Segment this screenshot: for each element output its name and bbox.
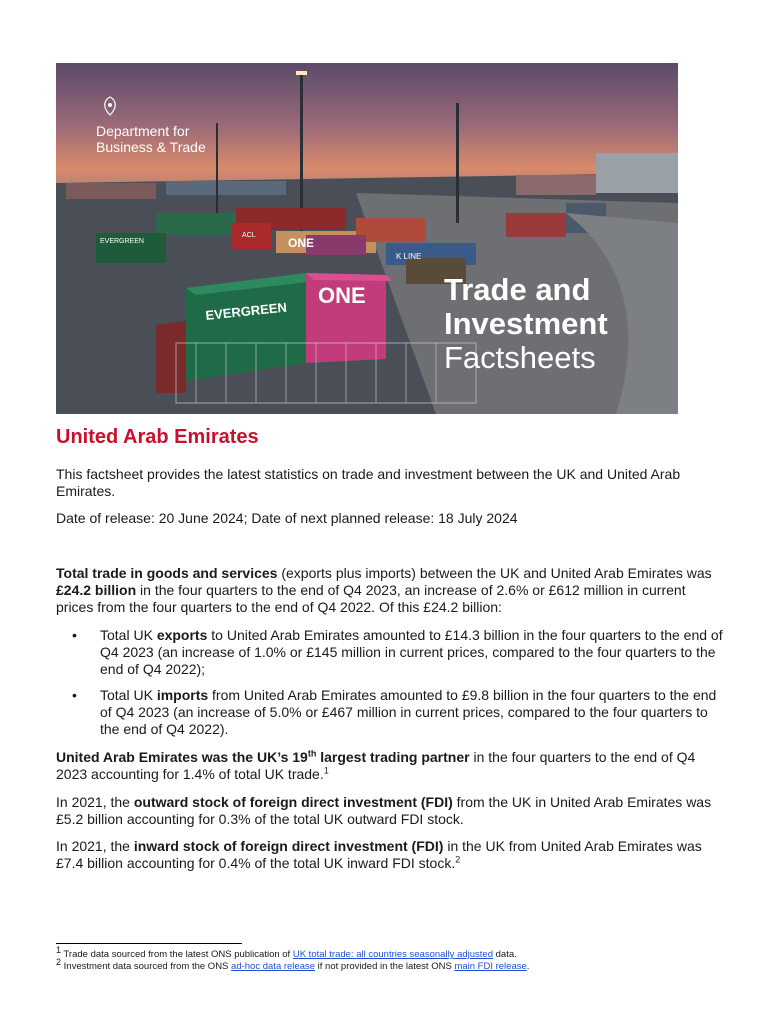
bullet-text: to United Arab Emirates amounted to £14.3 billion in the four quarters to the end of Q4 2023 (an increase of 1.0% or £145 million in current prices, compared to the four quarters to the end of Q4 2022); <box>100 627 723 677</box>
inward-bold: inward stock of foreign direct investment (FDI) <box>133 838 444 854</box>
royal-crest-icon <box>100 95 120 119</box>
footnote-text: . <box>526 961 530 972</box>
main-fdi-release-link[interactable]: main FDI release <box>454 961 527 972</box>
bullet-text: from United Arab Emirates amounted to £9.8 billion in the four quarters to the end of Q4 2023 (an increase of 5.0% or £467 million in current prices, compared to the four quarters to the end of Q4 2022). <box>100 687 717 737</box>
bullet-text: Total UK <box>100 687 157 703</box>
footnote-text: data. <box>492 949 517 960</box>
partner-bold: United Arab Emirates was the UK’s 19 <box>56 749 308 765</box>
container-label: ONE <box>318 283 366 308</box>
outward-text: In 2021, the <box>56 794 134 810</box>
uk-total-trade-link[interactable]: UK total trade: all countries seasonally adjusted <box>292 949 493 960</box>
bullet-bold: imports <box>156 687 209 703</box>
footnote-text: Investment data sourced from the ONS <box>61 961 232 972</box>
intro-paragraph: This factsheet provides the latest statistics on trade and investment between the UK and United Arab Emirates. <box>56 466 681 499</box>
bullet-bold: exports <box>156 627 208 643</box>
container-label: ACL <box>242 232 256 239</box>
container-label: ONE <box>288 236 315 250</box>
department-logo <box>96 95 206 155</box>
ad-hoc-data-release-link[interactable]: ad-hoc data release <box>231 961 316 972</box>
org-name-line2: Business & Trade <box>96 139 206 155</box>
bullet-marker: • <box>72 687 77 703</box>
footnote-2 <box>56 956 756 973</box>
container-label: EVERGREEN <box>100 238 144 245</box>
footnote-1 <box>56 944 756 961</box>
footnote-text: Trade data sourced from the latest ONS publication of <box>61 949 293 960</box>
trade-lead-text: (exports plus imports) between the UK and United Arab Emirates was <box>277 565 712 581</box>
partner-text: in the four quarters to the end of Q4 2023 accounting for 1.4% of total UK trade. <box>56 749 696 782</box>
trading-partner-paragraph <box>56 749 726 783</box>
footnote-number: 2 <box>56 956 62 967</box>
total-trade-paragraph <box>56 565 726 616</box>
cover-title-line1: Trade and <box>444 272 591 307</box>
cover-image <box>56 63 678 414</box>
trade-lead-bold: Total trade in goods and services <box>56 565 278 581</box>
country-heading: United Arab Emirates <box>56 426 259 448</box>
inward-fdi-paragraph <box>56 838 726 872</box>
footnote-text: if not provided in the latest ONS <box>315 961 455 972</box>
outward-text: from the UK in United Arab Emirates was £5.2 billion accounting for 0.3% of the total UK outward FDI stock. <box>56 794 712 827</box>
exports-bullet <box>100 627 726 678</box>
imports-bullet <box>100 687 726 738</box>
cover-title-line3: Factsheets <box>444 340 596 375</box>
footnote-number: 1 <box>56 944 62 955</box>
release-dates: Date of release: 20 June 2024; Date of next planned release: 18 July 2024 <box>56 510 518 526</box>
footnote-divider <box>56 943 242 944</box>
cover-title-line2: Investment <box>444 306 608 341</box>
trade-amount: £24.2 billion <box>56 582 137 598</box>
container-label: EVERGREEN <box>204 299 288 323</box>
footnote-ref[interactable]: 2 <box>455 854 461 865</box>
footnote-ref[interactable]: 1 <box>323 765 329 776</box>
bullet-marker: • <box>72 627 77 643</box>
inward-text: in the UK from United Arab Emirates was £7.4 billion accounting for 0.4% of the total UK inward FDI stock. <box>56 838 702 871</box>
inward-text: In 2021, the <box>56 838 134 854</box>
partner-bold: largest trading partner <box>316 749 470 765</box>
ordinal-suffix: th <box>307 748 317 759</box>
org-name-line1: Department for <box>96 123 190 139</box>
outward-bold: outward stock of foreign direct investment (FDI) <box>133 794 453 810</box>
container-label: K LINE <box>396 252 422 261</box>
outward-fdi-paragraph <box>56 794 726 828</box>
cover-title <box>444 273 608 375</box>
bullet-text: Total UK <box>100 627 157 643</box>
trade-lead-text: in the four quarters to the end of Q4 2023, an increase of 2.6% or £612 million in current prices from the four quarters to the end of Q4 2022. Of this £24.2 billion: <box>56 582 686 615</box>
